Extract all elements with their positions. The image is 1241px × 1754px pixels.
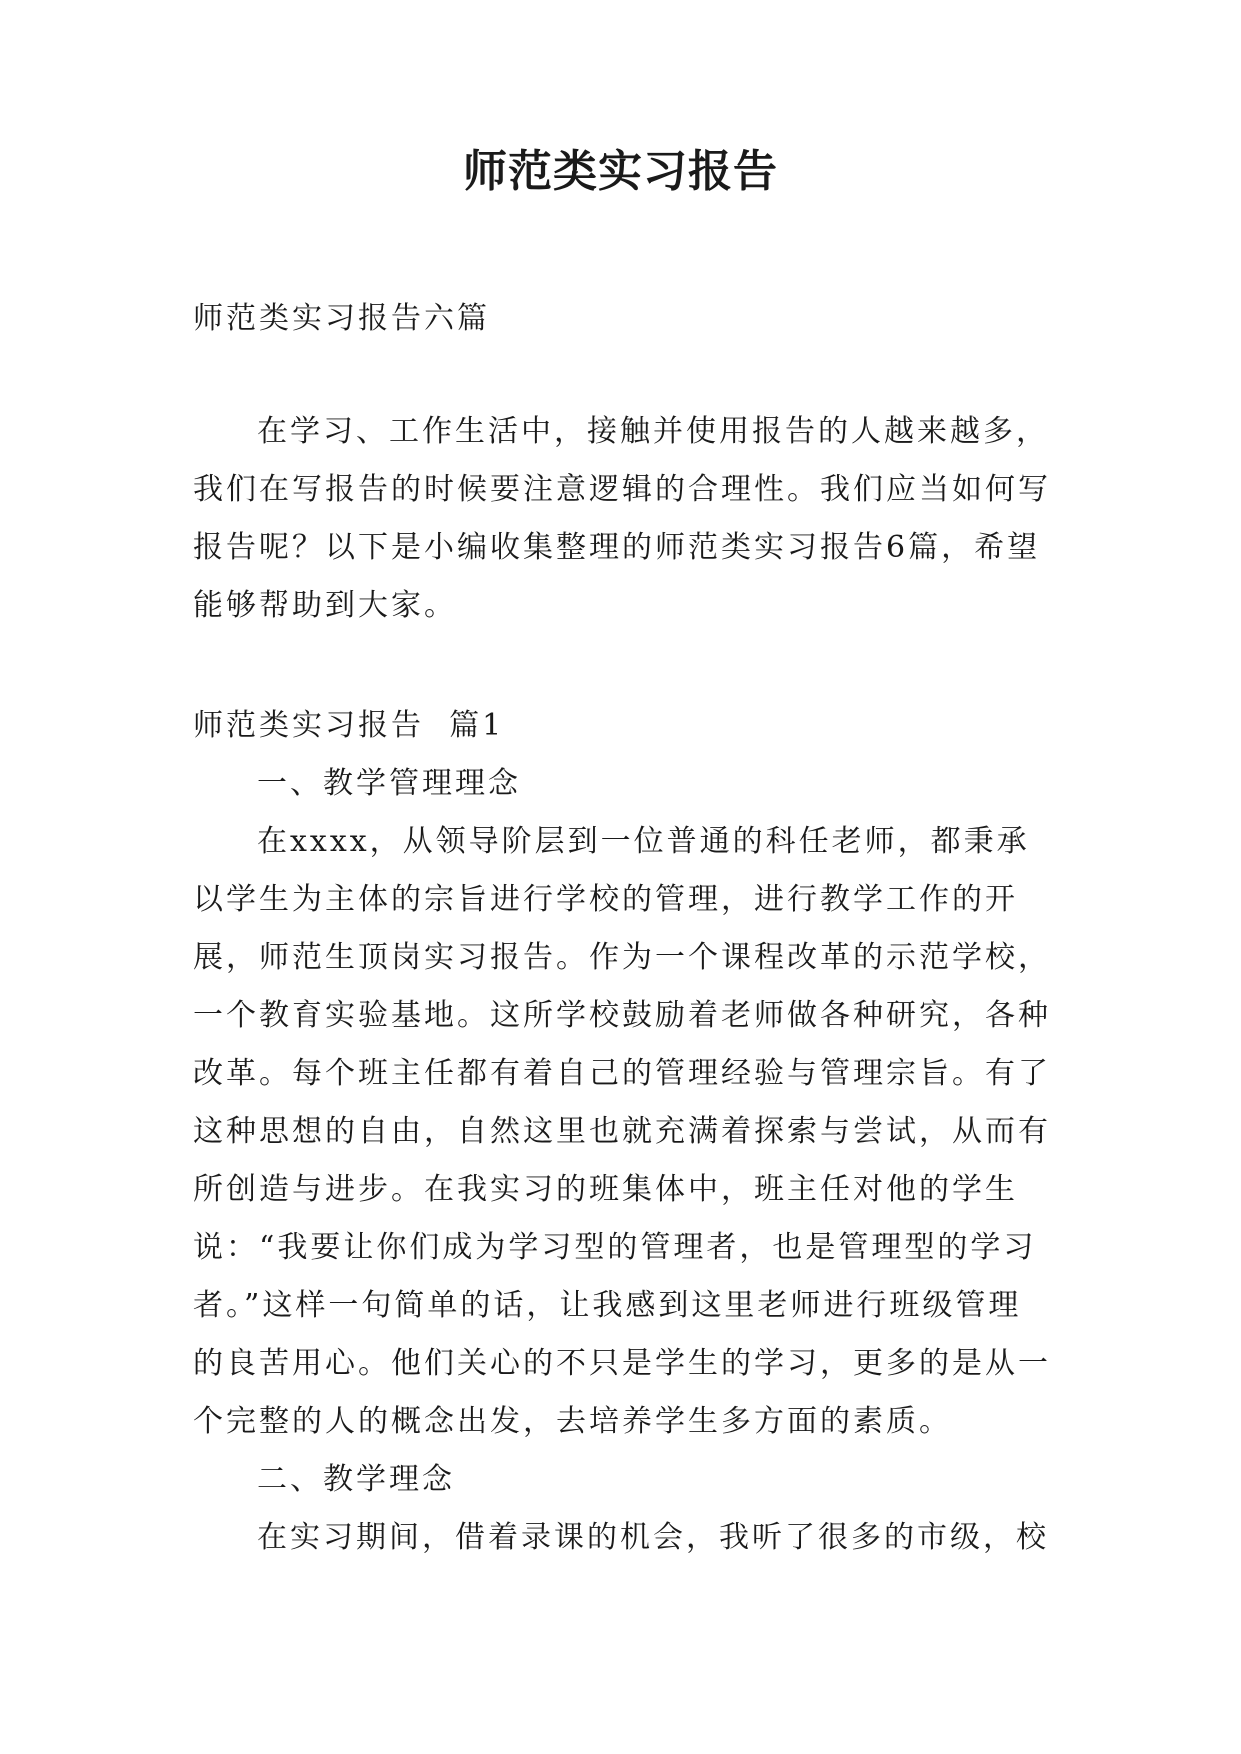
document-title: 师范类实习报告 [463,146,778,197]
section1-paragraph: 在xxxx，从领导阶层到一位普通的科任老师，都秉承以学生为主体的宗旨进行学校的管理，进行教学工作的开展，师范生顶岗实习报告。作为一个课程改革的示范学校，一个教育实验基地。这所学校鼓励着老师做各种研究，各种改革。每个班主任都有着自己的管理经验与管理宗旨。有了这种思想的自由，自然这里也就充满着探索与尝试，从而有所创造与进步。在我实习的班集体中，班主任对他的学生说：“我要让你们成为学习型的管理者，也是管理型的学习者。”这样一句简单的话，让我感到这里老师进行班级管理的良苦用心。他们关心的不只是学生的学习，更多的是从一个完整的人的概念出发，去培养学生多方面的素质。 [193,824,1051,1439]
intro-paragraph: 在学习、工作生活中，接触并使用报告的人越来越多，我们在写报告的时候要注意逻辑的合理性。我们应当如何写报告呢？以下是小编收集整理的师范类实习报告6篇，希望能够帮助到大家。 [193,414,1051,623]
section2-paragraph: 在实习期间，借着录课的机会，我听了很多的市级，校 [257,1520,1049,1555]
section1-heading: 一、教学管理理念 [257,766,521,801]
article-section [193,697,1053,1567]
article-heading: 师范类实习报告 篇1 [193,708,505,743]
document-subtitle: 师范类实习报告六篇 [193,301,490,336]
section2-heading: 二、教学理念 [257,1462,455,1497]
